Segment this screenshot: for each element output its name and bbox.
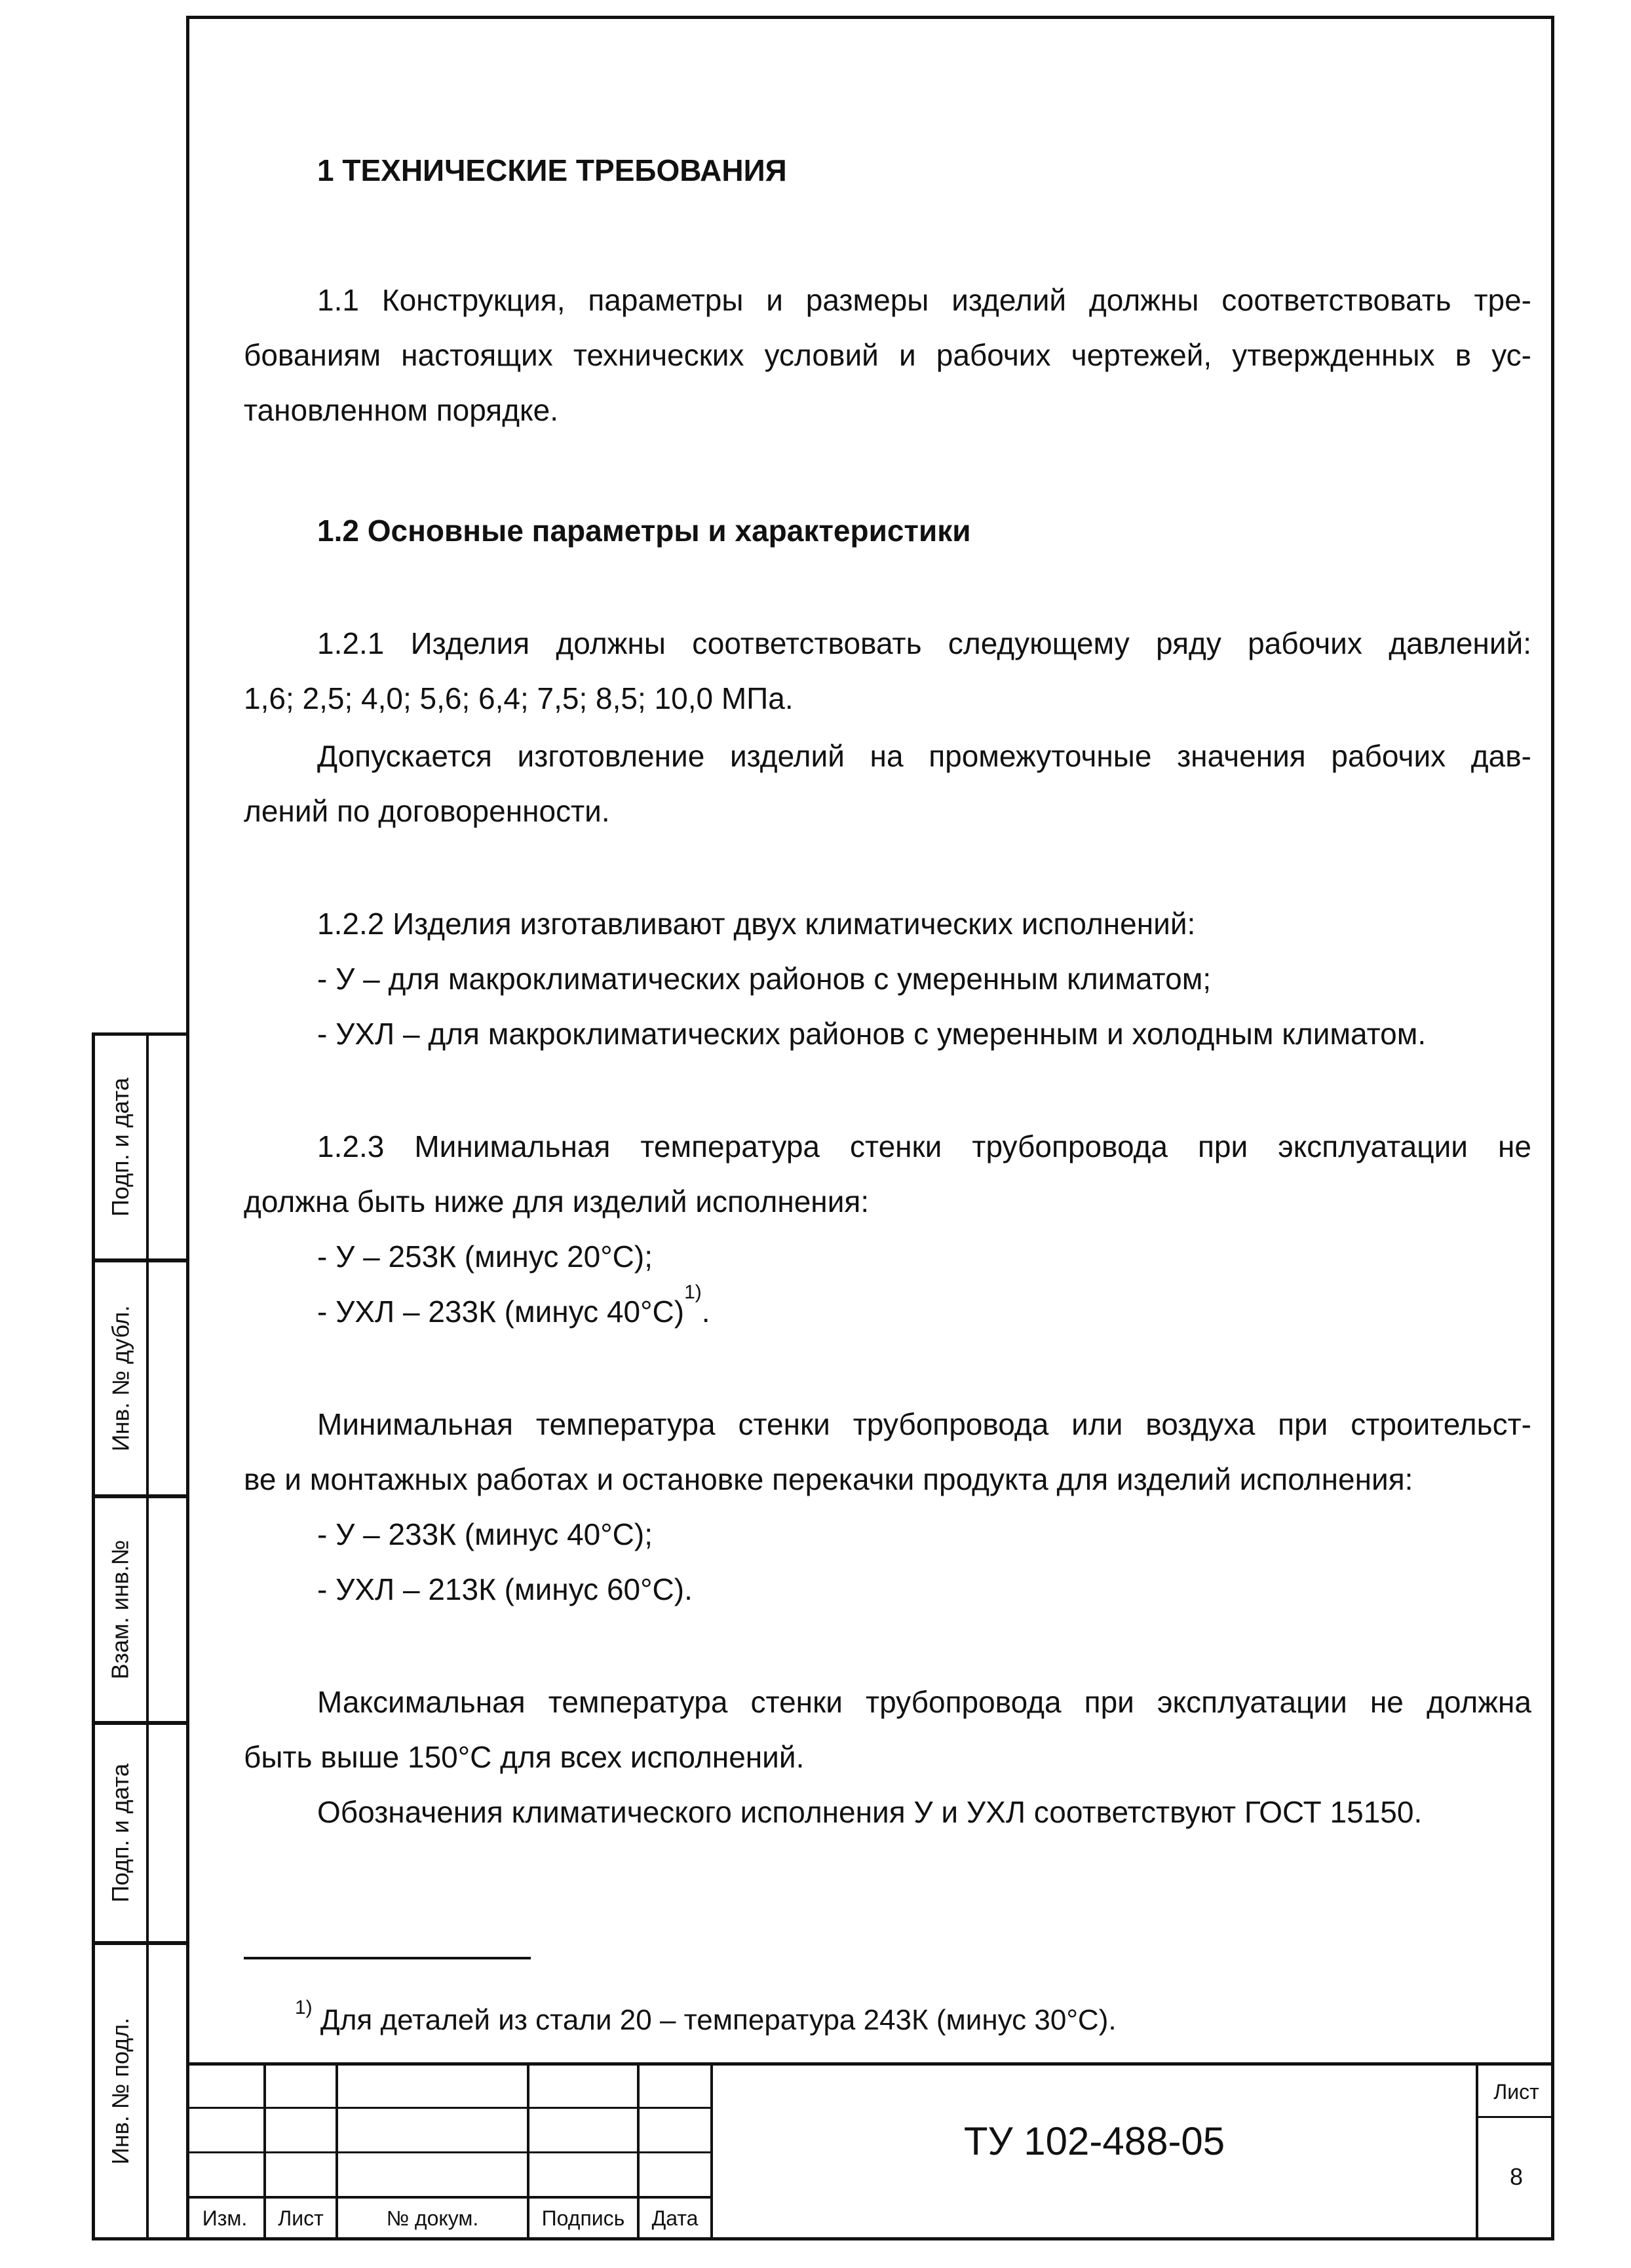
para-1-1-line2: бованиям настоящих технических условий и рабочих чертежей, утвержденных в ус- bbox=[244, 338, 1531, 372]
para-1-2-1b-line1: Допускается изготовление изделий на промежуточные значения рабочих дав- bbox=[317, 739, 1531, 773]
side-stamp-replace-inv: Взам. инв.№ bbox=[92, 1495, 186, 1724]
para-1-2-2-line2: - У – для макроклиматических районов с умеренным климатом; bbox=[317, 962, 1212, 996]
side-stamp-dup-inv: Инв. № дубл. bbox=[92, 1259, 186, 1498]
para-min-temp-line1: Минимальная температура стенки трубопровода или воздуха при строительст- bbox=[317, 1407, 1531, 1441]
section-heading: 1 ТЕХНИЧЕСКИЕ ТРЕБОВАНИЯ bbox=[317, 153, 787, 187]
para-1-2-1-line2: 1,6; 2,5; 4,0; 5,6; 6,4; 7,5; 8,5; 10,0 МПа. bbox=[244, 681, 794, 715]
footnote-ref: 1) bbox=[684, 1281, 702, 1303]
side-stamp-sign-date-2: Подп. и дата bbox=[92, 1722, 186, 1944]
para-1-1-line3: тановленном порядке. bbox=[244, 393, 559, 427]
col-sign-label: Подпись bbox=[541, 2206, 625, 2230]
footnote-separator bbox=[244, 1957, 531, 1959]
para-1-2-1b-line2: лений по договоренности. bbox=[244, 794, 610, 828]
para-1-2-3-line1: 1.2.3 Минимальная температура стенки трубопровода при эксплуатации не bbox=[317, 1129, 1531, 1163]
para-gost: Обозначения климатического исполнения У и УХЛ соответствуют ГОСТ 15150. bbox=[317, 1795, 1423, 1829]
sheet-label: Лист bbox=[1493, 2079, 1539, 2104]
para-1-2-3-line4: - УХЛ – 233К (минус 40°С)$^{1)}$. bbox=[317, 1281, 710, 1329]
para-min-temp-line4: - УХЛ – 213К (минус 60°С). bbox=[317, 1572, 693, 1606]
document-code: ТУ 102-488-05 bbox=[963, 2119, 1225, 2163]
side-stamp-orig-inv: Инв. № подл. bbox=[92, 1942, 186, 2240]
title-block bbox=[186, 2062, 1554, 2240]
col-izm-label: Изм. bbox=[202, 2206, 248, 2230]
para-1-2-3-line2: должна быть ниже для изделий исполнения: bbox=[244, 1184, 870, 1219]
para-1-2-1-line1: 1.2.1 Изделия должны соответствовать следующему ряду рабочих давлений: bbox=[317, 626, 1531, 660]
subsection-heading: 1.2 Основные параметры и характеристики bbox=[317, 514, 971, 548]
para-1-2-2-line1: 1.2.2 Изделия изготавливают двух климатических исполнений: bbox=[317, 907, 1196, 941]
para-max-temp-line1: Максимальная температура стенки трубопровода при эксплуатации не должна bbox=[317, 1685, 1531, 1719]
sheet-number: 8 bbox=[1509, 2163, 1524, 2190]
col-list-label: Лист bbox=[278, 2206, 324, 2230]
para-1-2-2-line3: - УХЛ – для макроклиматических районов с умеренным и холодным климатом. bbox=[317, 1017, 1427, 1051]
footnote: $^{1)}$ Для деталей из стали 20 – температура 243К (минус 30°С). bbox=[295, 1997, 1117, 2036]
para-1-2-3-line3: - У – 253К (минус 20°С); bbox=[317, 1239, 653, 1274]
side-stamp-sign-date-1: Подп. и дата bbox=[92, 1032, 186, 1262]
col-date-label: Дата bbox=[651, 2206, 699, 2230]
para-max-temp-line2: быть выше 150°С для всех исполнений. bbox=[244, 1740, 805, 1774]
col-doc-label: № докум. bbox=[386, 2206, 479, 2230]
para-min-temp-line2: ве и монтажных работах и остановке перекачки продукта для изделий исполнения: bbox=[244, 1462, 1413, 1496]
para-1-1-line1: 1.1 Конструкция, параметры и размеры изделий должны соответствовать тре- bbox=[317, 283, 1531, 317]
para-min-temp-line3: - У – 233К (минус 40°С); bbox=[317, 1517, 653, 1551]
